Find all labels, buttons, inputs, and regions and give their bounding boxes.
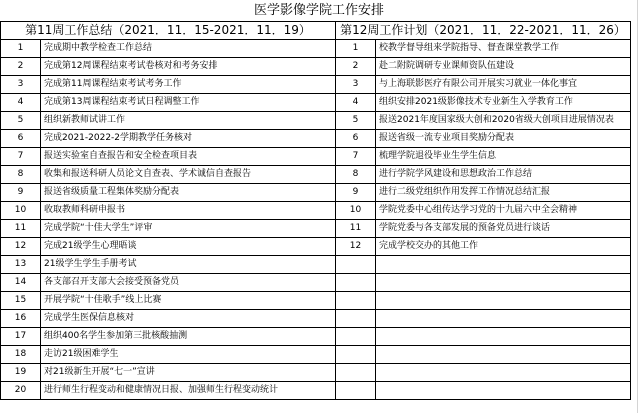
left-item-number[interactable]: 13 bbox=[1, 256, 41, 274]
right-item-number[interactable]: 1 bbox=[336, 40, 376, 58]
right-item-text[interactable]: 学院党委中心组传达学习党的十九届六中全会精神 bbox=[376, 202, 631, 220]
left-item-number[interactable]: 8 bbox=[1, 166, 41, 184]
right-item-number[interactable]: 7 bbox=[336, 148, 376, 166]
left-item-text[interactable]: 各支部召开支部大会接受预备党员 bbox=[41, 274, 336, 292]
empty-cell[interactable] bbox=[376, 256, 631, 274]
table-row bbox=[1, 382, 631, 400]
left-item-number[interactable]: 9 bbox=[1, 184, 41, 202]
table-row bbox=[1, 76, 631, 94]
empty-cell[interactable] bbox=[336, 292, 376, 310]
right-item-number[interactable]: 12 bbox=[336, 238, 376, 256]
left-item-number[interactable]: 5 bbox=[1, 112, 41, 130]
left-item-number[interactable]: 17 bbox=[1, 328, 41, 346]
right-item-text[interactable]: 赴二附院调研专业课师资队伍建设 bbox=[376, 58, 631, 76]
left-item-text[interactable]: 开展学院“十佳歌手”线上比赛 bbox=[41, 292, 336, 310]
right-item-text[interactable]: 完成学校交办的其他工作 bbox=[376, 238, 631, 256]
table-row bbox=[1, 328, 631, 346]
right-item-number[interactable]: 2 bbox=[336, 58, 376, 76]
right-item-text[interactable]: 报送2021年度国家级大创和2020省级大创项目进展情况表 bbox=[376, 112, 631, 130]
table-row bbox=[1, 148, 631, 166]
left-item-text[interactable]: 收集和报送科研人员论文自查表、学术诚信自查报告 bbox=[41, 166, 336, 184]
table-row bbox=[1, 256, 631, 274]
left-item-text[interactable]: 完成第12周课程结束考试卷核对和考务安排 bbox=[41, 58, 336, 76]
empty-cell[interactable] bbox=[376, 292, 631, 310]
right-item-text[interactable]: 梳理学院退役毕业生学生信息 bbox=[376, 148, 631, 166]
empty-cell[interactable] bbox=[336, 328, 376, 346]
right-item-number[interactable]: 5 bbox=[336, 112, 376, 130]
table-row bbox=[1, 220, 631, 238]
table-row bbox=[1, 238, 631, 256]
table-row bbox=[1, 58, 631, 76]
empty-cell[interactable] bbox=[376, 274, 631, 292]
left-item-text[interactable]: 报送实验室自查报告和安全检查项目表 bbox=[41, 148, 336, 166]
left-item-number[interactable]: 10 bbox=[1, 202, 41, 220]
sheet-title: 医学影像学院工作安排 bbox=[253, 3, 384, 18]
table-row bbox=[1, 346, 631, 364]
left-item-text[interactable]: 收取教师科研申报书 bbox=[41, 202, 336, 220]
empty-cell[interactable] bbox=[336, 256, 376, 274]
table-row bbox=[1, 130, 631, 148]
table-row bbox=[1, 40, 631, 58]
left-item-number[interactable]: 16 bbox=[1, 310, 41, 328]
left-item-text[interactable]: 完成21级学生心理晤谈 bbox=[41, 238, 336, 256]
right-item-number[interactable]: 6 bbox=[336, 130, 376, 148]
left-item-text[interactable]: 21级学生学生手册考试 bbox=[41, 256, 336, 274]
empty-cell[interactable] bbox=[376, 310, 631, 328]
header-row bbox=[1, 22, 631, 40]
left-heading[interactable]: 第11周工作总结（2021．11．15-2021．11．19） bbox=[1, 22, 336, 40]
table-row bbox=[1, 202, 631, 220]
right-item-text[interactable]: 报送省级一流专业项目奖励分配表 bbox=[376, 130, 631, 148]
left-item-text[interactable]: 完成第13周课程结束考试日程调整工作 bbox=[41, 94, 336, 112]
left-item-text[interactable]: 完成期中教学检查工作总结 bbox=[41, 40, 336, 58]
right-item-number[interactable]: 4 bbox=[336, 94, 376, 112]
left-item-number[interactable]: 12 bbox=[1, 238, 41, 256]
empty-cell[interactable] bbox=[336, 310, 376, 328]
left-item-text[interactable]: 完成学院“十佳大学生”评审 bbox=[41, 220, 336, 238]
table-row bbox=[1, 94, 631, 112]
left-item-number[interactable]: 11 bbox=[1, 220, 41, 238]
left-item-number[interactable]: 4 bbox=[1, 94, 41, 112]
right-item-text[interactable]: 进行学院学风建设和思想政治工作总结 bbox=[376, 166, 631, 184]
left-item-number[interactable]: 3 bbox=[1, 76, 41, 94]
left-item-text[interactable]: 对21级新生开展“七一”宣讲 bbox=[41, 364, 336, 382]
left-item-number[interactable]: 18 bbox=[1, 346, 41, 364]
right-item-text[interactable]: 与上海联影医疗有限公司开展实习就业一体化事宜 bbox=[376, 76, 631, 94]
left-item-number[interactable]: 7 bbox=[1, 148, 41, 166]
left-item-text[interactable]: 组织新教师试讲工作 bbox=[41, 112, 336, 130]
table-row bbox=[1, 310, 631, 328]
left-item-text[interactable]: 组织400名学生参加第三批核酸抽测 bbox=[41, 328, 336, 346]
left-item-number[interactable]: 6 bbox=[1, 130, 41, 148]
left-item-number[interactable]: 15 bbox=[1, 292, 41, 310]
left-item-number[interactable]: 20 bbox=[1, 382, 41, 400]
right-item-number[interactable]: 8 bbox=[336, 166, 376, 184]
left-item-text[interactable]: 进行师生行程变动和健康情况日报、加强师生行程变动统计 bbox=[41, 382, 336, 400]
right-item-number[interactable]: 11 bbox=[336, 220, 376, 238]
left-item-text[interactable]: 报送省级质量工程集体奖励分配表 bbox=[41, 184, 336, 202]
right-item-number[interactable]: 3 bbox=[336, 76, 376, 94]
left-item-text[interactable]: 完成第11周课程结束考试考务工作 bbox=[41, 76, 336, 94]
empty-cell[interactable] bbox=[376, 382, 631, 400]
table-row bbox=[1, 112, 631, 130]
empty-cell[interactable] bbox=[336, 346, 376, 364]
empty-cell[interactable] bbox=[336, 274, 376, 292]
table-row bbox=[1, 184, 631, 202]
empty-cell[interactable] bbox=[336, 382, 376, 400]
right-item-text[interactable]: 组织安排2021级影像技术专业新生入学教育工作 bbox=[376, 94, 631, 112]
empty-cell[interactable] bbox=[376, 328, 631, 346]
left-item-number[interactable]: 2 bbox=[1, 58, 41, 76]
right-item-number[interactable]: 9 bbox=[336, 184, 376, 202]
left-item-text[interactable]: 完成学生医保信息核对 bbox=[41, 310, 336, 328]
right-heading[interactable]: 第12周工作计划（2021．11．22-2021．11．26） bbox=[336, 22, 631, 40]
empty-cell[interactable] bbox=[336, 364, 376, 382]
table-row bbox=[1, 166, 631, 184]
empty-cell[interactable] bbox=[376, 364, 631, 382]
right-item-number[interactable]: 10 bbox=[336, 202, 376, 220]
left-item-text[interactable]: 走访21级困难学生 bbox=[41, 346, 336, 364]
right-item-text[interactable]: 进行二级党组织作用发挥工作情况总结汇报 bbox=[376, 184, 631, 202]
empty-cell[interactable] bbox=[376, 346, 631, 364]
left-item-text[interactable]: 完成2021-2022-2学期教学任务核对 bbox=[41, 130, 336, 148]
table-row bbox=[1, 274, 631, 292]
schedule-table bbox=[0, 21, 631, 400]
table-row bbox=[1, 364, 631, 382]
left-item-number[interactable]: 19 bbox=[1, 364, 41, 382]
right-item-text[interactable]: 学院党委与各支部发展的预备党员进行谈话 bbox=[376, 220, 631, 238]
right-item-text[interactable]: 校教学督导组来学院指导、督查课堂教学工作 bbox=[376, 40, 631, 58]
left-item-number[interactable]: 14 bbox=[1, 274, 41, 292]
left-item-number[interactable]: 1 bbox=[1, 40, 41, 58]
table-row bbox=[1, 292, 631, 310]
